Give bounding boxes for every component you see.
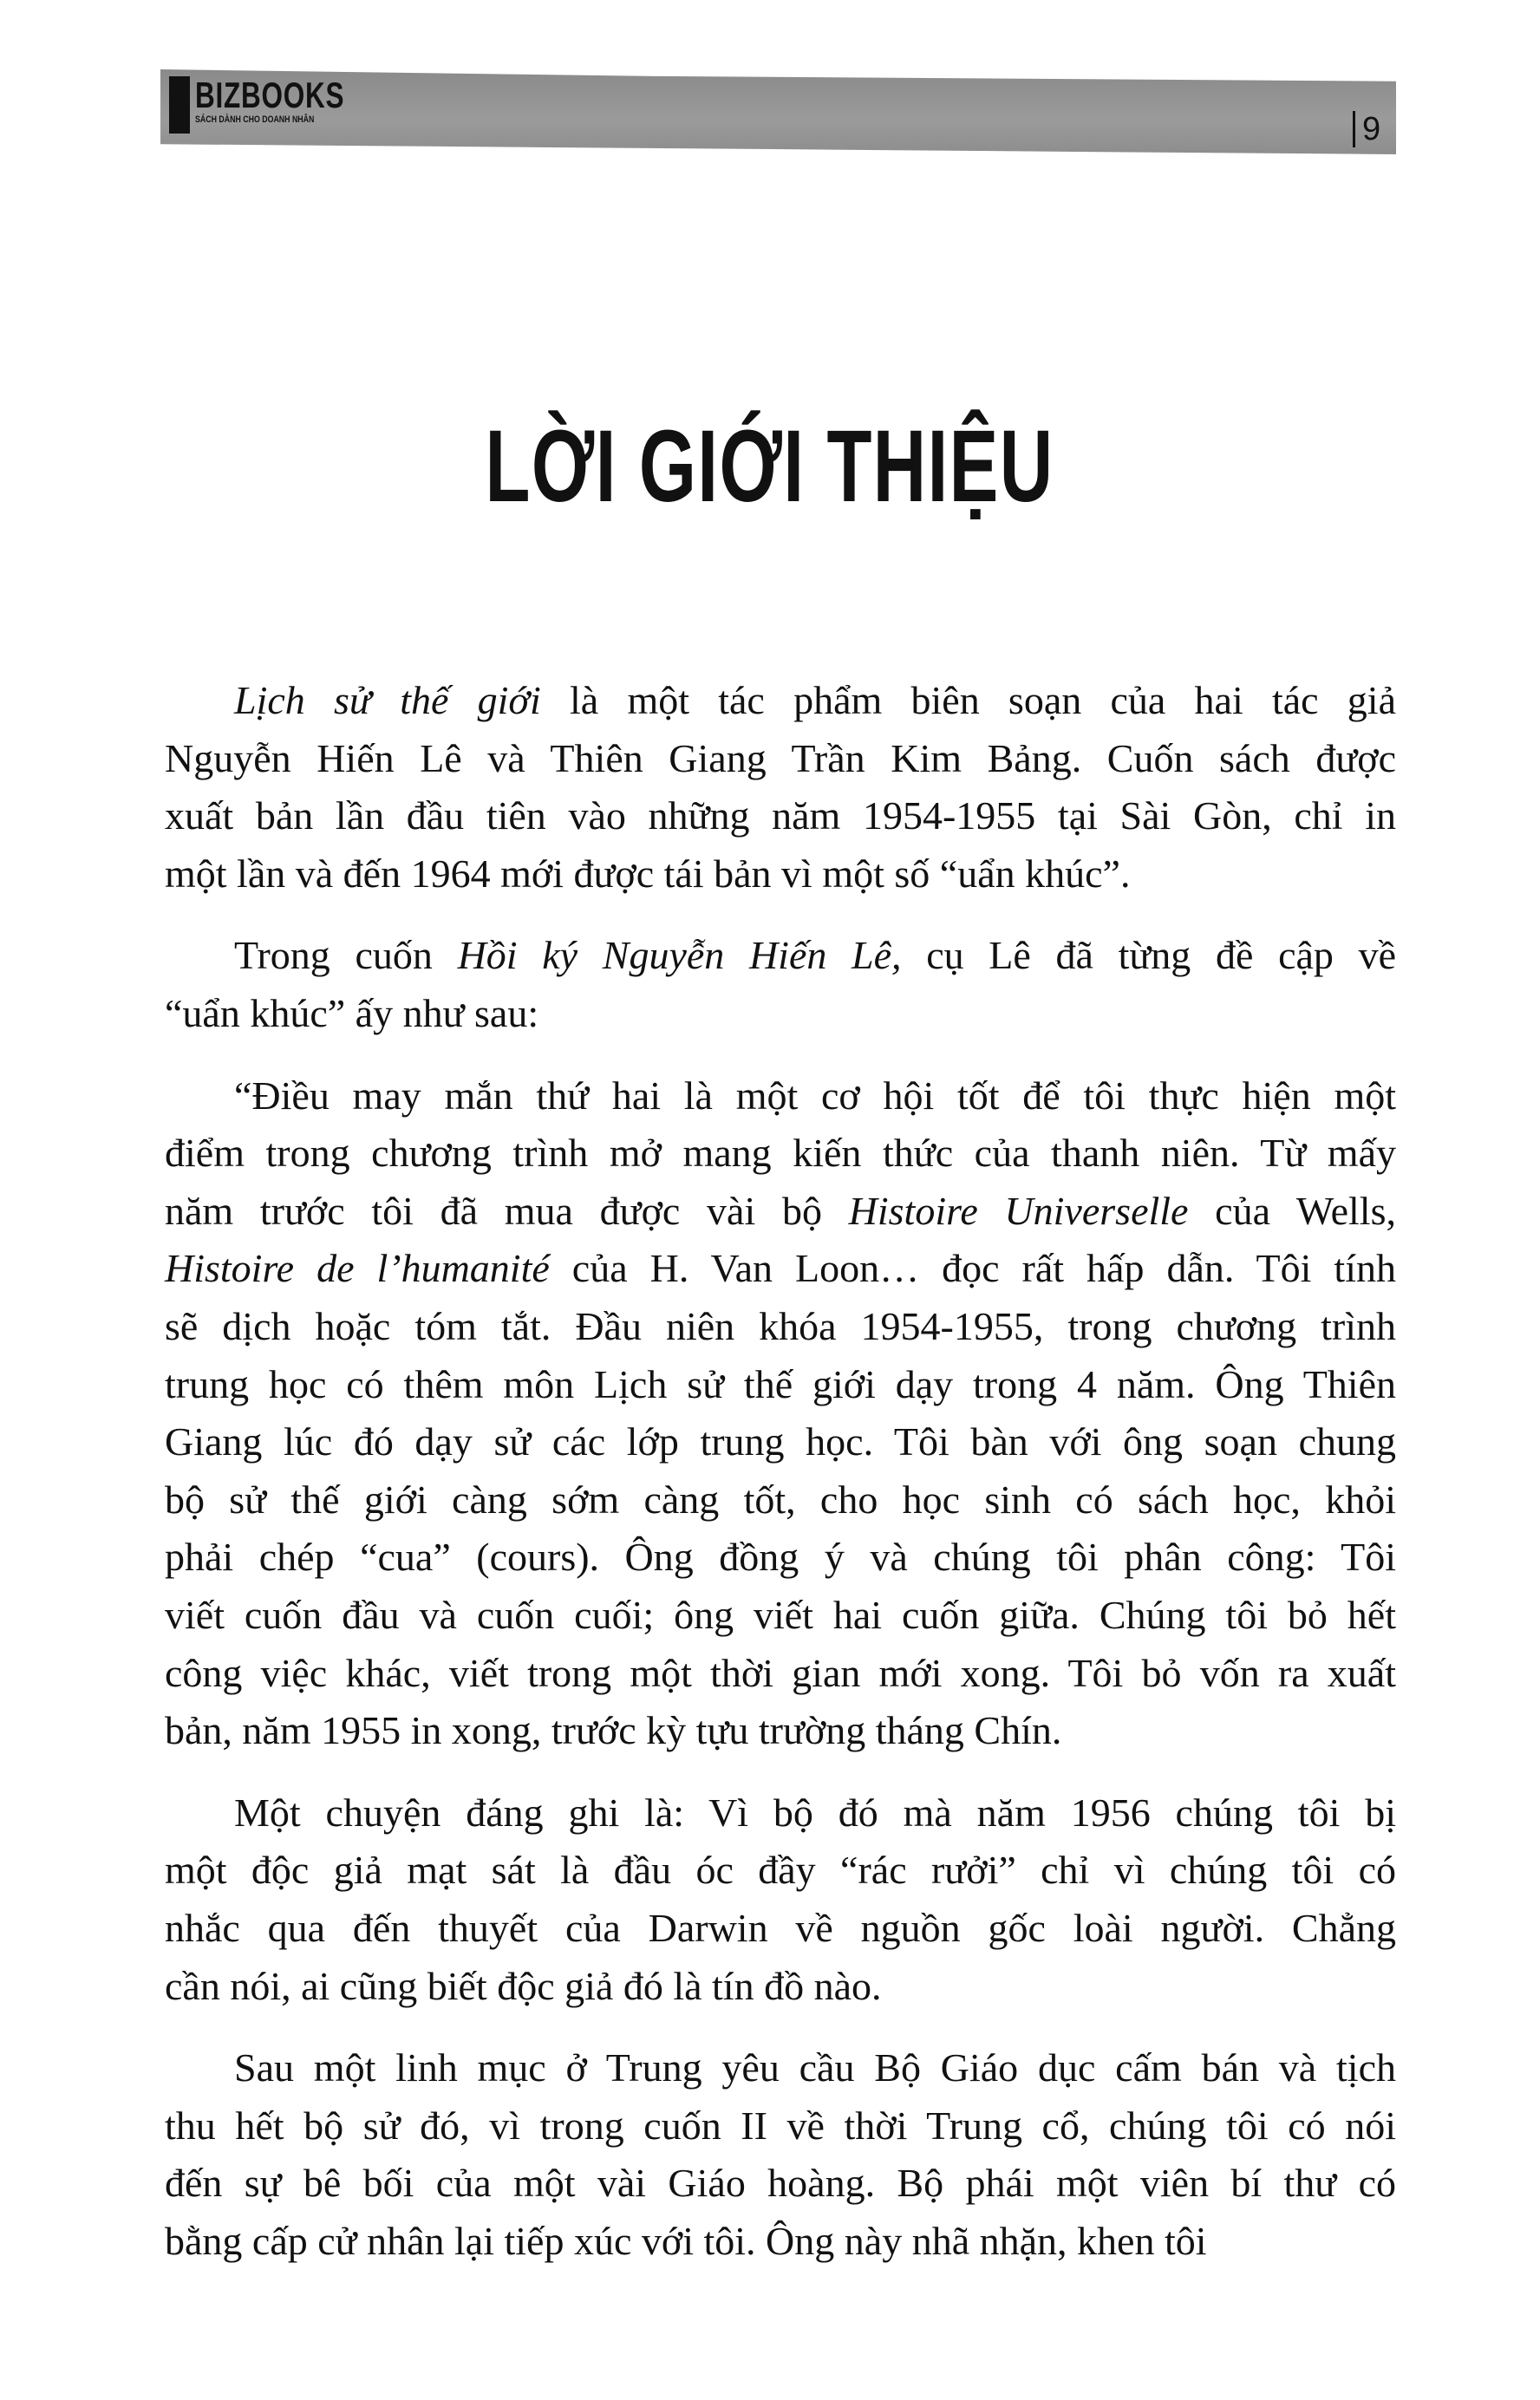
text-line — [165, 985, 1396, 1042]
text-segment: phải chép “cua” (cours). Ông đồng ý và chúng tôi phân công: Tôi — [165, 1535, 1396, 1580]
text-line — [165, 1587, 1396, 1644]
text-segment: “Điều may mắn thứ hai là một cơ hội tốt để tôi thực hiện một — [234, 1073, 1396, 1118]
publisher-logo — [169, 76, 395, 134]
text-segment: bằng cấp cử nhân lại tiếp xúc với tôi. Ông này nhã nhặn, khen tôi — [165, 2219, 1207, 2263]
text-segment: nhắc qua đến thuyết của Darwin về nguồn gốc loài người. Chẳng — [165, 1906, 1396, 1950]
text-line — [165, 1240, 1396, 1297]
text-segment: Giang lúc đó dạy sử các lớp trung học. Tôi bàn với ông soạn chung — [165, 1419, 1396, 1464]
text-line — [165, 787, 1396, 845]
text-line — [165, 730, 1396, 787]
text-line — [165, 1413, 1396, 1471]
text-segment: trung học có thêm môn Lịch sử thế giới dạy trong 4 năm. Ông Thiên — [165, 1361, 1396, 1406]
text-line — [165, 1356, 1396, 1413]
text-segment: Sau một linh mục ở Trung yêu cầu Bộ Giáo dục cấm bán và tịch — [234, 2045, 1396, 2090]
text-segment: là một tác phẩm biên soạn của hai tác giả — [540, 678, 1397, 722]
text-segment: của H. Van Loon… đọc rất hấp dẫn. Tôi tính — [549, 1246, 1396, 1291]
text-segment: cụ Lê đã từng đề cập về — [901, 933, 1396, 978]
italic-text: Hồi ký Nguyễn Hiến Lê, — [457, 933, 902, 978]
text-line — [234, 2039, 1396, 2097]
text-line — [165, 1702, 1396, 1759]
italic-text: Histoire Universelle — [848, 1188, 1189, 1233]
text-line — [165, 845, 1396, 903]
text-segment: năm trước tôi đã mua được vài bộ — [165, 1188, 849, 1233]
text-line — [165, 1471, 1396, 1529]
text-segment: Nguyễn Hiến Lê và Thiên Giang Trần Kim Bảng. Cuốn sách được — [165, 735, 1396, 780]
text-line — [234, 1067, 1396, 1125]
text-segment: Một chuyện đáng ghi là: Vì bộ đó mà năm 1956 chúng tôi bị — [234, 1790, 1396, 1835]
text-segment: bộ sử thế giới càng sớm càng tốt, cho học sinh có sách học, khỏi — [165, 1477, 1396, 1522]
text-line — [165, 1183, 1396, 1240]
logo-mark-icon — [169, 76, 190, 134]
text-segment: Trong cuốn — [234, 933, 458, 978]
text-segment: đến sự bê bối của một vài Giáo hoàng. Bộ phái một viên bí thư có — [165, 2161, 1396, 2206]
text-segment: của Wells, — [1188, 1188, 1396, 1233]
text-line — [165, 2097, 1396, 2155]
text-line — [165, 1645, 1396, 1702]
text-segment: “uẩn khúc” ấy như sau: — [165, 991, 539, 1035]
text-line — [165, 2213, 1396, 2270]
text-line — [165, 1529, 1396, 1586]
text-line — [165, 1842, 1396, 1899]
text-line — [165, 1298, 1396, 1355]
text-segment: bản, năm 1955 in xong, trước kỳ tựu trường tháng Chín. — [165, 1708, 1062, 1753]
text-segment: một lần và đến 1964 mới được tái bản vì một số “uẩn khúc”. — [165, 851, 1131, 896]
page-number: 9 — [1353, 111, 1380, 147]
text-segment: công việc khác, viết trong một thời gian mới xong. Tôi bỏ vốn ra xuất — [165, 1650, 1396, 1695]
brand-name: BIZBOOKS — [195, 75, 345, 115]
italic-text: Histoire de l’humanité — [165, 1246, 550, 1291]
text-line — [165, 1958, 1396, 2015]
text-segment: viết cuốn đầu và cuốn cuối; ông viết hai cuốn giữa. Chúng tôi bỏ hết — [165, 1593, 1396, 1637]
text-line — [234, 672, 1396, 729]
text-line — [165, 1900, 1396, 1957]
text-segment: thu hết bộ sử đó, vì trong cuốn II về thời Trung cổ, chúng tôi có nói — [165, 2103, 1396, 2148]
chapter-title: LỜI GIỚI THIỆU — [485, 409, 1054, 524]
text-line — [165, 1125, 1396, 1182]
text-line — [165, 2155, 1396, 2212]
text-segment: cần nói, ai cũng biết độc giả đó là tín đồ nào. — [165, 1963, 882, 2008]
brand-tagline: SÁCH DÀNH CHO DOANH NHÂN — [195, 114, 315, 125]
text-line — [234, 1784, 1396, 1842]
text-segment: sẽ dịch hoặc tóm tắt. Đầu niên khóa 1954-1955, trong chương trình — [165, 1304, 1396, 1348]
text-segment: một độc giả mạt sát là đầu óc đầy “rác rưởi” chỉ vì chúng tôi có — [165, 1848, 1396, 1893]
text-line — [234, 927, 1396, 984]
italic-text: Lịch sử thế giới — [234, 678, 541, 722]
text-segment: điểm trong chương trình mở mang kiến thức của thanh niên. Từ mấy — [165, 1131, 1396, 1176]
text-segment: xuất bản lần đầu tiên vào những năm 1954-1955 tại Sài Gòn, chỉ in — [165, 793, 1396, 838]
